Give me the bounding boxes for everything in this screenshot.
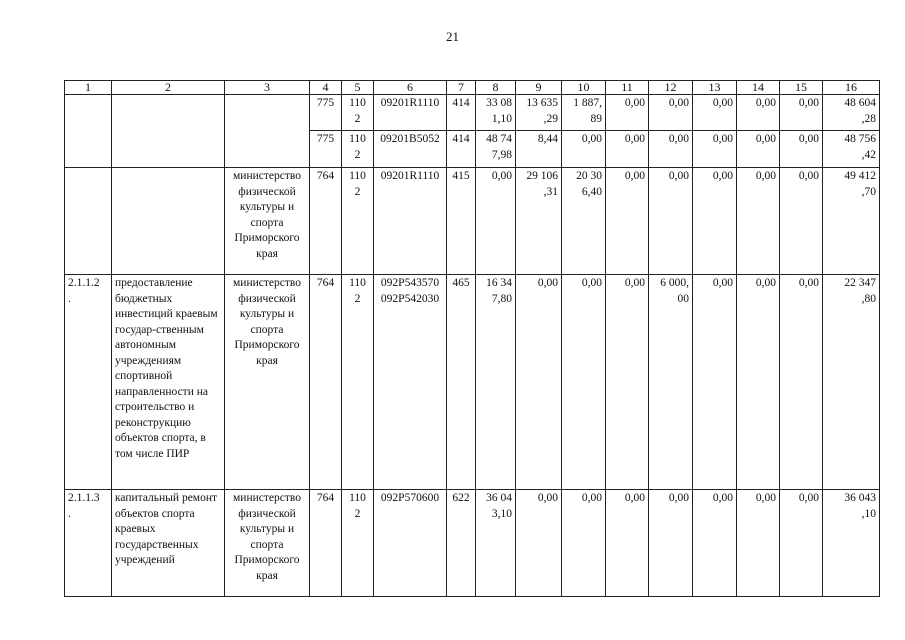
cell-value: 0,00 — [649, 490, 693, 597]
cell-value: 0,00 — [516, 275, 562, 490]
description-cell: капитальный ремонт объектов спорта краевых государственных учреждений — [112, 490, 225, 597]
cell-value: 0,00 — [606, 275, 649, 490]
cell-total-text: 22 347 ,80 — [844, 277, 876, 305]
table-row — [65, 490, 880, 597]
cell-total-text: 36 043 ,10 — [844, 492, 876, 520]
cell-value-text: 48 74 7,98 — [486, 133, 512, 161]
column-header: 2 — [112, 81, 225, 95]
cell-section-code — [342, 275, 374, 490]
column-header: 15 — [780, 81, 823, 95]
column-header: 14 — [737, 81, 780, 95]
column-header: 11 — [606, 81, 649, 95]
cell-value: 0,00 — [606, 490, 649, 597]
table-header-row — [65, 81, 880, 95]
cell-value: 0,00 — [737, 275, 780, 490]
cell-value-text: 36 04 3,10 — [486, 492, 512, 520]
cell-target-code-text: 092P543570 092P542030 — [380, 277, 440, 305]
cell-value-text: 6 000, 00 — [660, 277, 689, 305]
executor-cell: министерство физической культуры и спорта Приморского края — [225, 168, 310, 275]
cell-total — [823, 490, 880, 597]
cell-section-code — [342, 95, 374, 131]
cell-value: 0,00 — [693, 131, 737, 168]
column-header: 1 — [65, 81, 112, 95]
cell-value: 8,44 — [516, 131, 562, 168]
table-row — [65, 275, 880, 490]
cell-expense-type: 622 — [447, 490, 476, 597]
cell-value: 0,00 — [606, 168, 649, 275]
cell-total-text: 49 412 ,70 — [844, 170, 876, 198]
cell-total-text: 48 756 ,42 — [844, 133, 876, 161]
cell-total — [823, 131, 880, 168]
cell-value-text: 16 34 7,80 — [486, 277, 512, 305]
cell-total — [823, 95, 880, 131]
column-header: 5 — [342, 81, 374, 95]
cell-value: 0,00 — [516, 490, 562, 597]
cell-value-text: 1 887, 89 — [573, 97, 602, 125]
cell-total-text: 48 604 ,28 — [844, 97, 876, 125]
cell-value: 0,00 — [606, 131, 649, 168]
cell-section-code — [342, 490, 374, 597]
column-header: 10 — [562, 81, 606, 95]
cell-value — [516, 95, 562, 131]
cell-value: 0,00 — [780, 490, 823, 597]
cell-value — [562, 95, 606, 131]
cell-expense-type: 414 — [447, 95, 476, 131]
column-header: 13 — [693, 81, 737, 95]
cell-value — [476, 490, 516, 597]
cell-value: 0,00 — [693, 168, 737, 275]
cell-target-code: 09201R1110 — [374, 168, 447, 275]
cell-value: 0,00 — [562, 275, 606, 490]
column-header: 16 — [823, 81, 880, 95]
cell-value: 0,00 — [693, 95, 737, 131]
cell-value-text: 13 635 ,29 — [526, 97, 558, 125]
cell-target-code — [374, 275, 447, 490]
cell-section-code-text: 110 2 — [349, 170, 366, 198]
cell-value: 0,00 — [606, 95, 649, 131]
cell-value-text: 20 30 6,40 — [576, 170, 602, 198]
cell-ministry-code: 764 — [310, 490, 342, 597]
cell-value — [516, 168, 562, 275]
cell-value: 0,00 — [780, 95, 823, 131]
cell-value: 0,00 — [476, 168, 516, 275]
cell-ministry-code: 764 — [310, 168, 342, 275]
page-number: 21 — [446, 29, 459, 44]
cell-value: 0,00 — [649, 168, 693, 275]
description-cell: предоставление бюджетных инвестиций краевым государ-ственным автономным учреждениям спортивной направленности на строительство и реконструкцию объектов спорта, в том числе ПИР — [112, 275, 225, 490]
cell-section-code-text: 110 2 — [349, 277, 366, 305]
row-number-cell — [65, 490, 112, 597]
cell-value — [476, 95, 516, 131]
cell-value: 0,00 — [649, 131, 693, 168]
description-cell — [112, 168, 225, 275]
cell-value — [476, 275, 516, 490]
column-header: 6 — [374, 81, 447, 95]
cell-expense-type: 415 — [447, 168, 476, 275]
cell-value: 0,00 — [562, 490, 606, 597]
cell-section-code — [342, 131, 374, 168]
cell-target-code: 092P570600 — [374, 490, 447, 597]
cell-value: 0,00 — [780, 131, 823, 168]
cell-value-text: 29 106 ,31 — [526, 170, 558, 198]
row-number-cell — [65, 168, 112, 275]
cell-ministry-code: 775 — [310, 131, 342, 168]
cell-value — [649, 275, 693, 490]
cell-value: 0,00 — [737, 168, 780, 275]
executor-cell: министерство физической культуры и спорта Приморского края — [225, 275, 310, 490]
executor-cell: министерство физической культуры и спорта Приморского края — [225, 490, 310, 597]
executor-cell — [225, 95, 310, 168]
cell-total — [823, 275, 880, 490]
cell-expense-type: 465 — [447, 275, 476, 490]
cell-section-code-text: 110 2 — [349, 492, 366, 520]
row-number-text: 2.1.1.3 . — [68, 492, 100, 520]
cell-total — [823, 168, 880, 275]
column-header: 8 — [476, 81, 516, 95]
cell-value: 0,00 — [693, 490, 737, 597]
cell-section-code-text: 110 2 — [349, 97, 366, 125]
cell-target-code: 09201R1110 — [374, 95, 447, 131]
row-number-cell — [65, 275, 112, 490]
column-header: 12 — [649, 81, 693, 95]
cell-value-text: 33 08 1,10 — [486, 97, 512, 125]
table-row — [65, 95, 880, 131]
column-header: 7 — [447, 81, 476, 95]
column-header: 4 — [310, 81, 342, 95]
cell-value: 0,00 — [737, 490, 780, 597]
row-number-text: 2.1.1.2 . — [68, 277, 100, 305]
cell-value: 0,00 — [562, 131, 606, 168]
description-cell — [112, 95, 225, 168]
cell-value: 0,00 — [693, 275, 737, 490]
table-row — [65, 168, 880, 275]
cell-value: 0,00 — [780, 275, 823, 490]
cell-value: 0,00 — [780, 168, 823, 275]
cell-value — [476, 131, 516, 168]
cell-value — [562, 168, 606, 275]
cell-section-code — [342, 168, 374, 275]
cell-section-code-text: 110 2 — [349, 133, 366, 161]
column-header: 3 — [225, 81, 310, 95]
cell-value: 0,00 — [649, 95, 693, 131]
cell-target-code: 09201B5052 — [374, 131, 447, 168]
cell-value: 0,00 — [737, 95, 780, 131]
budget-table — [64, 80, 880, 597]
column-header: 9 — [516, 81, 562, 95]
cell-ministry-code: 775 — [310, 95, 342, 131]
row-number-cell — [65, 95, 112, 168]
cell-expense-type: 414 — [447, 131, 476, 168]
cell-ministry-code: 764 — [310, 275, 342, 490]
cell-value: 0,00 — [737, 131, 780, 168]
